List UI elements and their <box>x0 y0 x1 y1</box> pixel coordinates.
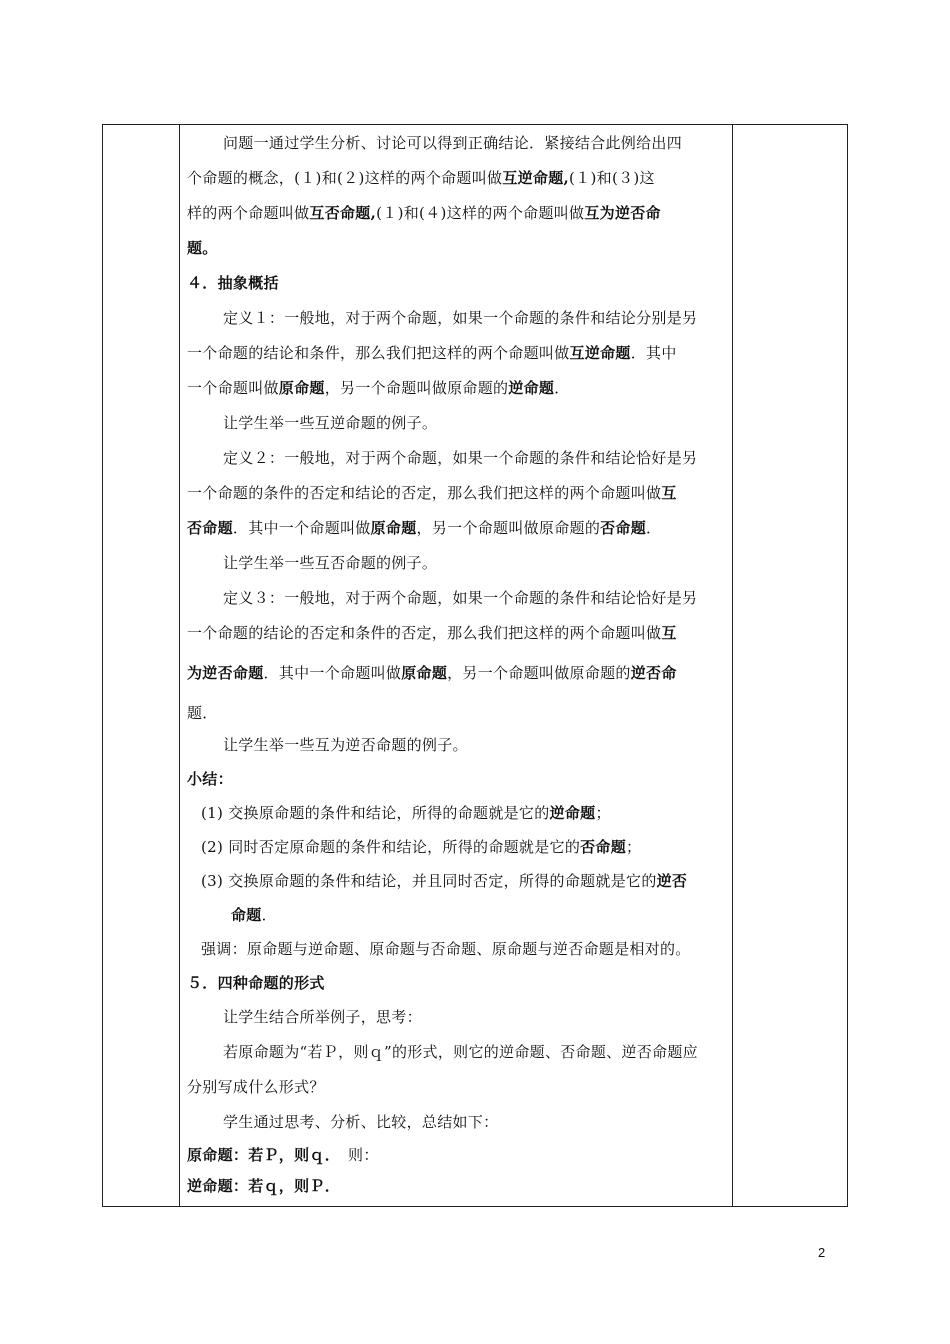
text-line: 题． <box>187 704 218 722</box>
text-line: 让学生举一些互否命题的例子。 <box>223 554 438 572</box>
definition-3: 定义３：一般地，对于两个命题，如果一个命题的条件和结论恰好是另 <box>223 589 698 607</box>
definition-2: 定义２：一般地，对于两个命题，如果一个命题的条件和结论恰好是另 <box>223 449 698 467</box>
summary-heading: 小结： <box>187 770 233 788</box>
form-original: 原命题：若Ｐ，则ｑ． 则： <box>187 1146 379 1164</box>
summary-item-2: (2) 同时否定原命题的条件和结论，所得的命题就是它的否命题； <box>201 838 642 856</box>
text-line: 让学生结合所举例子，思考： <box>223 1008 422 1026</box>
column-divider-right <box>732 125 733 1206</box>
summary-item-1: (1) 交换原命题的条件和结论，所得的命题就是它的逆命题； <box>201 804 611 822</box>
summary-item-3: (3) 交换原命题的条件和结论，并且同时否定，所得的命题就是它的逆否 <box>201 872 688 890</box>
page-number: 2 <box>818 1245 826 1260</box>
text-line: 样的两个命题叫做互否命题,(１)和(４)这样的两个命题叫做互为逆否命 <box>187 204 661 222</box>
emphasis-note: 强调：原命题与逆命题、原命题与否命题、原命题与逆否命题是相对的。 <box>201 940 691 958</box>
column-divider-left <box>179 125 180 1206</box>
text-line: 一个命题的结论的否定和条件的否定，那么我们把这样的两个命题叫做互 <box>187 624 677 642</box>
text-line: 一个命题叫做原命题，另一个命题叫做原命题的逆命题． <box>187 379 570 397</box>
text-line: 若原命题为“若Ｐ，则ｑ”的形式，则它的逆命题、否命题、逆否命题应 <box>223 1043 698 1061</box>
text-line: 分别写成什么形式？ <box>187 1078 325 1096</box>
lesson-table <box>102 124 848 1207</box>
text-line: 否命题．其中一个命题叫做原命题，另一个命题叫做原命题的否命题． <box>187 519 662 537</box>
text-line: 题。 <box>187 239 218 257</box>
definition-1: 定义１：一般地，对于两个命题，如果一个命题的条件和结论分别是另 <box>223 309 698 327</box>
section-heading: ５．四种命题的形式 <box>187 974 325 992</box>
text-line: 让学生举一些互逆命题的例子。 <box>223 414 438 432</box>
text-line: 一个命题的条件的否定和结论的否定，那么我们把这样的两个命题叫做互 <box>187 484 677 502</box>
form-converse: 逆命题：若ｑ，则Ｐ． <box>187 1177 341 1195</box>
text-line: 学生通过思考、分析、比较，总结如下： <box>223 1113 499 1131</box>
text-line: 命题． <box>231 906 277 924</box>
text-line: 问题一通过学生分析、讨论可以得到正确结论．紧接结合此例给出四 <box>223 134 683 152</box>
text-line: 让学生举一些互为逆否命题的例子。 <box>223 736 468 754</box>
text-line: 为逆否命题．其中一个命题叫做原命题，另一个命题叫做原命题的逆否命 <box>187 664 677 682</box>
text-line: 个命题的概念，(１)和(２)这样的两个命题叫做互逆命题,(１)和(３)这 <box>187 169 655 187</box>
section-heading: ４．抽象概括 <box>187 274 279 292</box>
text-line: 一个命题的结论和条件，那么我们把这样的两个命题叫做互逆命题．其中 <box>187 344 677 362</box>
